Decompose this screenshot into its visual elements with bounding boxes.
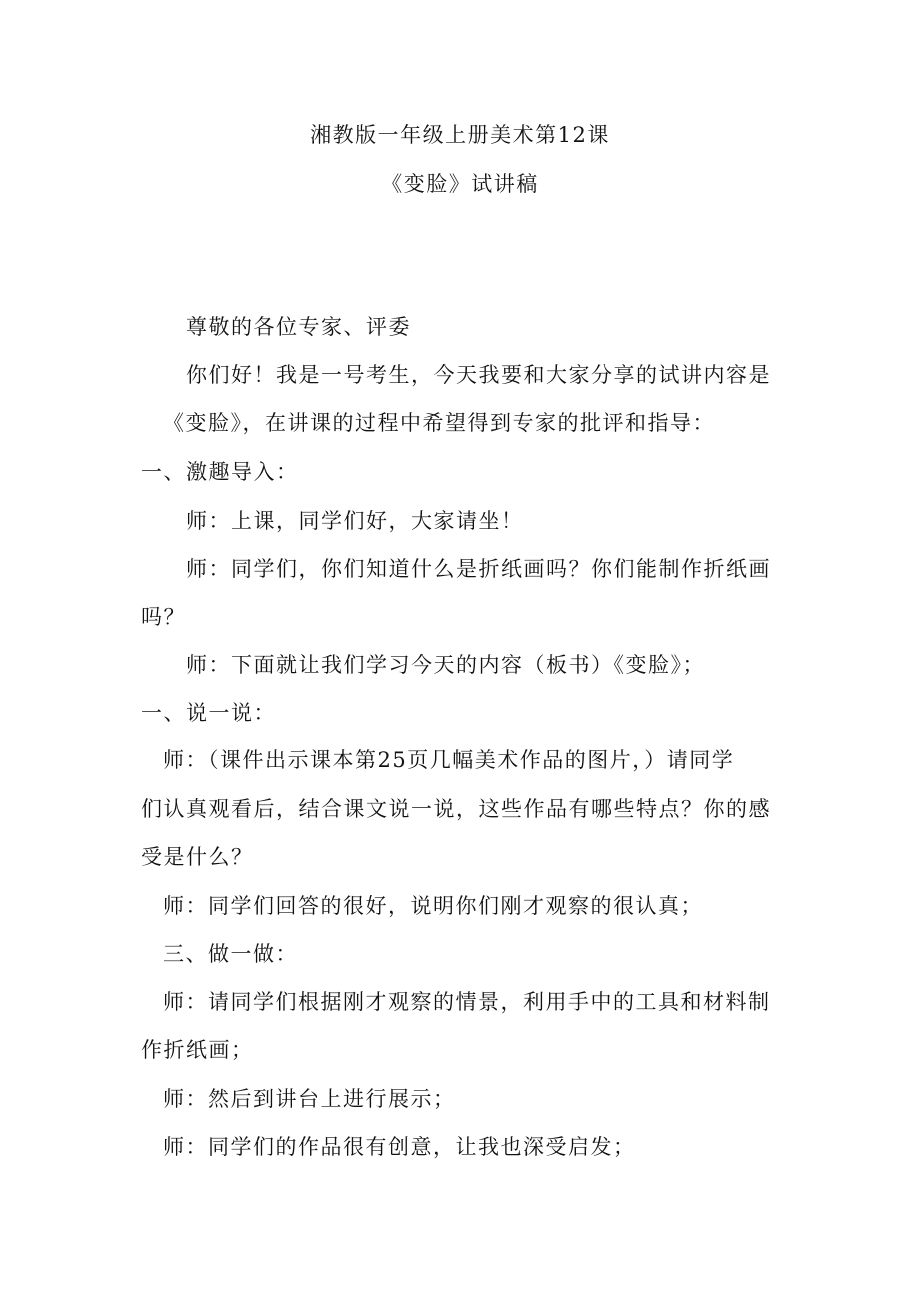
teacher-line: 师：同学们回答的很好，说明你们刚才观察的很认真；: [163, 894, 703, 918]
teacher-line: 师：然后到讲台上进行展示；: [163, 1087, 456, 1111]
teacher-line: 师：同学们的作品很有创意，让我也深受启发；: [163, 1135, 636, 1159]
teacher-line: 师：上课，同学们好，大家请坐！: [186, 509, 524, 533]
teacher-line: 师：（课件出示课本第25页几幅美术作品的图片，）请同学: [163, 748, 735, 772]
greeting: 尊敬的各位专家、评委: [186, 315, 411, 339]
document-title-line1: 湘教版一年级上册美术第12课: [310, 123, 610, 147]
teacher-line-continued: 受是什么？: [141, 845, 254, 869]
section-heading-warmup: 一、激趣导入：: [141, 460, 299, 484]
teacher-line: 师：同学们，你们知道什么是折纸画吗？你们能制作折纸画: [186, 557, 771, 581]
intro-line-1: 你们好！我是一号考生，今天我要和大家分享的试讲内容是: [186, 363, 771, 387]
teacher-line-continued: 们认真观看后，结合课文说一说，这些作品有哪些特点？你的感: [141, 797, 771, 821]
teacher-line-continued: 吗？: [141, 605, 186, 629]
teacher-line: 师：下面就让我们学习今天的内容（板书）《变脸》；: [186, 653, 705, 677]
intro-line-2: 《变脸》，在讲课的过程中希望得到专家的批评和指导：: [163, 411, 715, 435]
teacher-line-continued: 作折纸画；: [141, 1038, 254, 1062]
section-heading-make: 三、做一做：: [163, 942, 298, 966]
teacher-line: 师：请同学们根据刚才观察的情景，利用手中的工具和材料制: [163, 990, 771, 1014]
section-heading-discuss: 一、说一说：: [141, 701, 276, 725]
document-title-line2: 《变脸》试讲稿: [381, 172, 539, 196]
